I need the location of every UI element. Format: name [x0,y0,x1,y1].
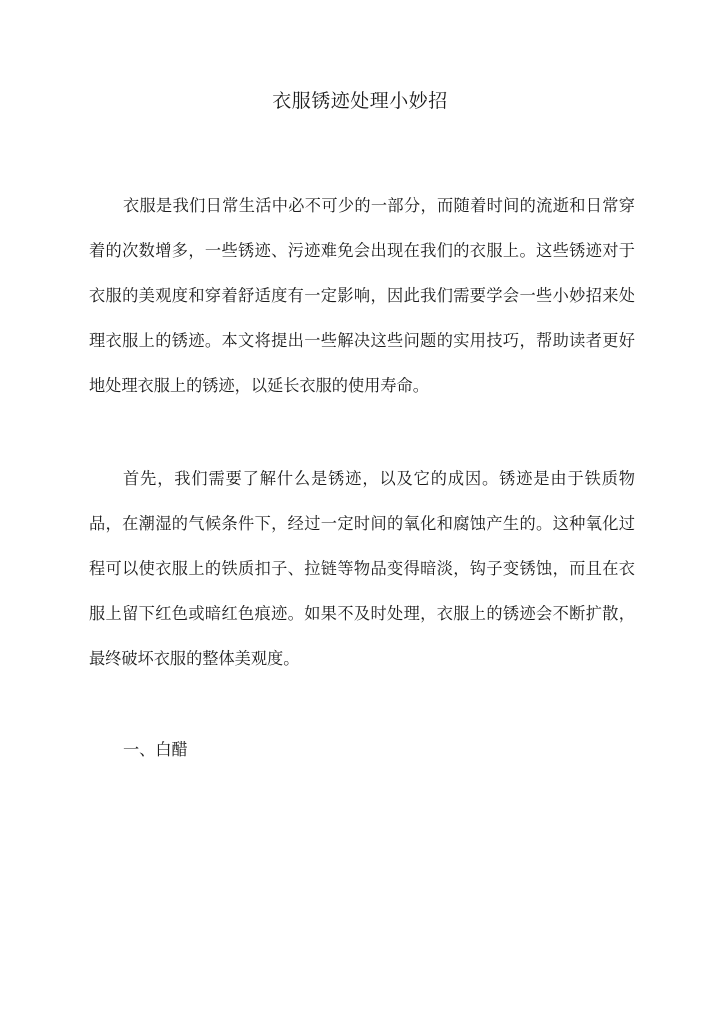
section-heading-white-vinegar: 一、白醋 [123,740,188,759]
paragraph-rust-cause: 首先，我们需要了解什么是锈迹，以及它的成因。锈迹是由于铁质物品，在潮湿的气候条件下，经过一定时间的氧化和腐蚀产生的。这种氧化过程可以使衣服上的铁质扣子、拉链等物品变得暗淡，钩子变锈蚀，而且在衣服上留下红色或暗红色痕迹。如果不及时处理，衣服上的锈迹会不断扩散，最终破坏衣服的整体美观度。 [89,469,635,668]
paragraph-intro: 衣服是我们日常生活中必不可少的一部分，而随着时间的流逝和日常穿着的次数增多，一些锈迹、污迹难免会出现在我们的衣服上。这些锈迹对于衣服的美观度和穿着舒适度有一定影响，因此我们需要学会一些小妙招来处理衣服上的锈迹。本文将提出一些解决这些问题的实用技巧，帮助读者更好地处理衣服上的锈迹，以延长衣服的使用寿命。 [89,196,635,395]
document-title: 衣服锈迹处理小妙招 [272,90,448,112]
